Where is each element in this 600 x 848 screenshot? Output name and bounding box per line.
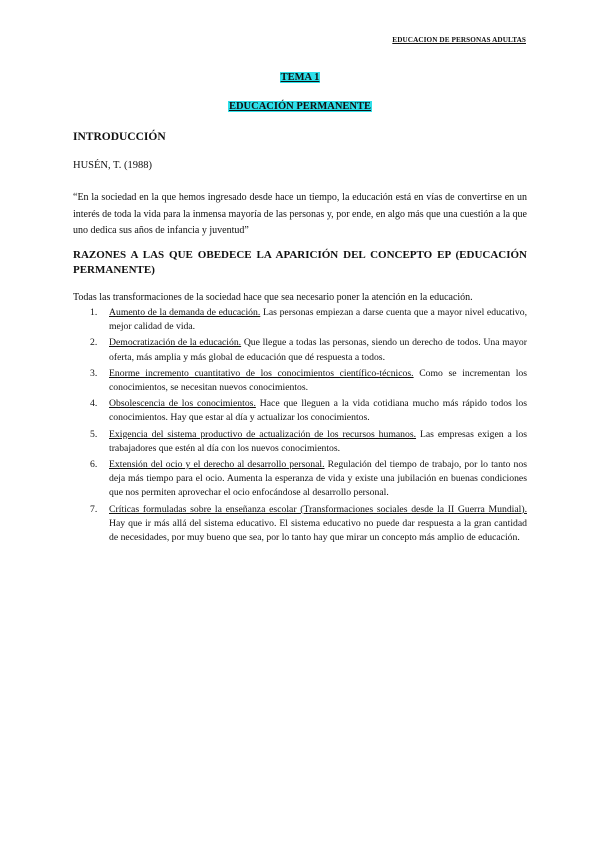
subject-title [0, 101, 600, 112]
list-item-text: Las empresas exigen a los trabajadores que estén al día con los nuevos conocimientos. [109, 428, 527, 454]
list-item-text: Hay que ir más allá del sistema educativo. El sistema educativo no puede dar respuesta a la gran cantidad de necesidades, por muy bueno que sea, por lo tanto hay que mirar un concepto más amplio de educación. [109, 517, 527, 544]
list-item-title: Exigencia del sistema productivo de actualización de los recursos humanos. [109, 428, 417, 440]
list-item-text: Hace que lleguen a la vida cotidiana mucho más rápido todos los conocimientos. Hay que estar al día y actualizar los conocimientos. [109, 398, 527, 424]
tema-title [0, 72, 600, 83]
list-item-title: Democratización de la educación. [109, 337, 242, 349]
list-item [73, 367, 527, 395]
introduccion-heading: INTRODUCCIÓN [73, 131, 166, 143]
list-item-number: 6. [90, 459, 98, 471]
list-item [73, 458, 527, 501]
list-item-number: 1. [90, 307, 98, 318]
list-item [73, 397, 527, 425]
list-item-title: Aumento de la demanda de educación. [109, 307, 261, 318]
subject-title-text: EDUCACIÓN PERMANENTE [228, 101, 372, 112]
list-item [73, 503, 527, 546]
list-item-title: Críticas formuladas sobre la enseñanza escolar (Transformaciones sociales desde la II Guerra Mundial). [109, 503, 527, 515]
list-item [73, 306, 527, 334]
list-item [73, 336, 527, 364]
list-item-number: 5. [90, 428, 98, 440]
list-item-text: Las personas empiezan a darse cuenta que a mayor nivel educativo, mejor calidad de vida. [109, 307, 527, 333]
list-item-number: 3. [90, 367, 98, 379]
tema-title-text: TEMA 1 [280, 72, 320, 83]
list-item-number: 2. [90, 337, 98, 349]
author-citation: HUSÉN, T. (1988) [73, 160, 152, 171]
intro-quote: “En la sociedad en la que hemos ingresado desde hace un tiempo, la educación está en vías de convertirse en un interés de toda la vida para la inmensa mayoría de las personas y, por ende, en algo más que una cuestión a la que uno dedica sus años de infancia y juventud” [73, 192, 527, 236]
razones-list [73, 306, 527, 547]
list-item-title: Extensión del ocio y el derecho al desarrollo personal. [109, 459, 325, 471]
list-item-title: Enorme incremento cuantitativo de los conocimientos científico-técnicos. [109, 367, 414, 379]
list-item-number: 7. [90, 503, 98, 515]
list-item [73, 428, 527, 456]
list-item-text: Regulación del tiempo de trabajo, por lo tanto nos deja más tiempo para el ocio. Aumenta la esperanza de vida y existe una jubilación en buenas condiciones que nos permiten aprovechar el ocio enfocándose al desarrollo personal. [109, 459, 527, 499]
list-item-title: Obsolescencia de los conocimientos. [109, 398, 256, 410]
list-item-text: Que llegue a todas las personas, siendo un derecho de todos. Una mayor oferta, más amplia y más global de educación que dé respuesta a todos. [109, 337, 527, 363]
razones-intro: Todas las transformaciones de la sociedad hace que sea necesario poner la atención en la educación. [73, 292, 473, 303]
list-item-text: Como se incrementan los conocimientos, se necesitan nuevos conocimientos. [109, 367, 527, 394]
list-item-number: 4. [90, 398, 98, 410]
razones-heading: RAZONES A LAS QUE OBEDECE LA APARICIÓN DEL CONCEPTO EP (EDUCACIÓN PERMANENTE) [73, 249, 527, 276]
running-header: EDUCACION DE PERSONAS ADULTAS [392, 36, 526, 44]
